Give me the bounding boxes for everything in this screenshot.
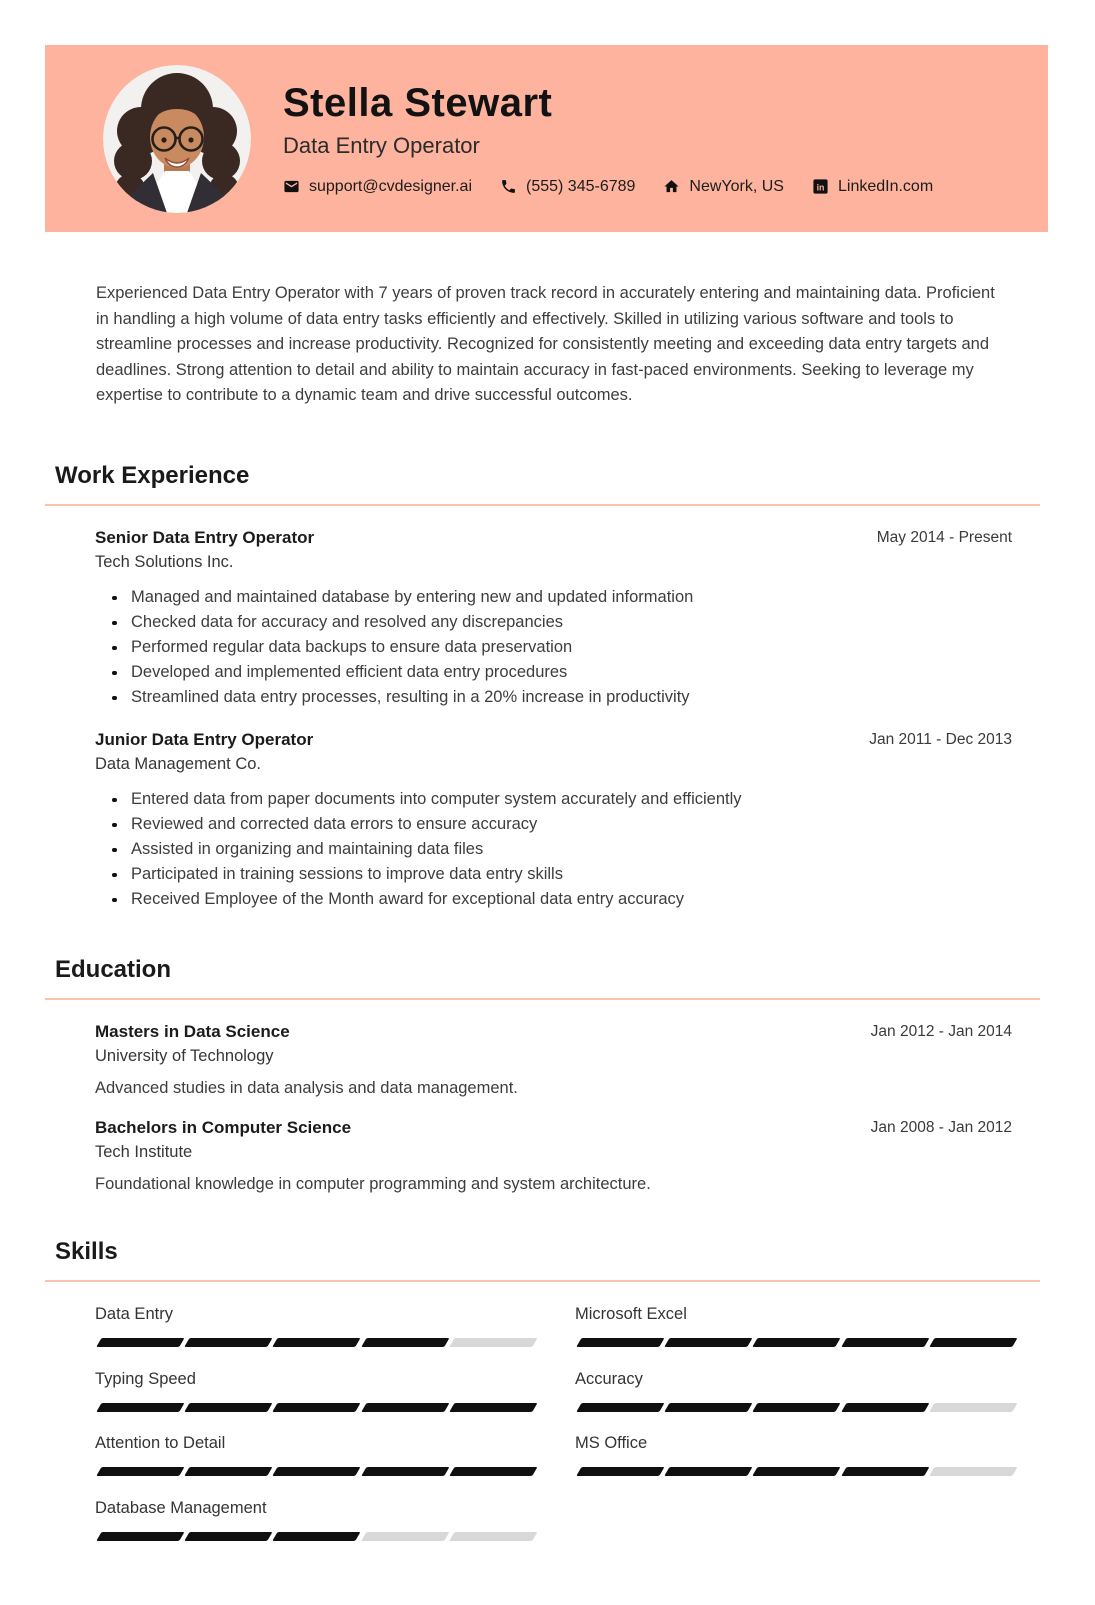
profile-photo-illustration [103, 65, 251, 213]
skill-bar-segment [753, 1403, 841, 1412]
skill-bar-segment [97, 1467, 185, 1476]
skill-bar-segment [929, 1403, 1017, 1412]
section-work-experience [0, 462, 1095, 912]
contact-location-text: NewYork, US [689, 177, 784, 195]
skill-bar-segment [577, 1338, 665, 1347]
skill-bar-segment [185, 1338, 273, 1347]
skill-item [575, 1303, 1020, 1347]
skill-label: Accuracy [575, 1369, 643, 1388]
job-bullet: Participated in training sessions to improve data entry skills [95, 862, 1012, 887]
skill-item [95, 1368, 540, 1412]
skills-grid [95, 1303, 1095, 1561]
education-entry [95, 1021, 1012, 1098]
job-list [95, 527, 1012, 912]
skill-bar-segment [665, 1467, 753, 1476]
skill-bar-segment [841, 1467, 929, 1476]
job-bullet-list [95, 585, 1012, 710]
skill-bar-segment [841, 1403, 929, 1412]
contact-linkedin-text: LinkedIn.com [837, 177, 934, 195]
education-dates: Jan 2012 - Jan 2014 [870, 1023, 1012, 1040]
skill-bar [95, 1403, 540, 1412]
school-name: Tech Institute [95, 1143, 193, 1161]
contact-email[interactable] [283, 178, 472, 196]
skill-bar-segment [449, 1338, 537, 1347]
job-company: Data Management Co. [95, 755, 262, 773]
job-bullet: Managed and maintained database by entering new and updated information [95, 585, 1012, 610]
profile-photo [103, 65, 251, 213]
skill-label: Database Management [95, 1498, 267, 1517]
skill-bar-segment [185, 1403, 273, 1412]
skill-label: Attention to Detail [95, 1434, 226, 1452]
job-bullet: Received Employee of the Month award for exceptional data entry accuracy [95, 887, 1012, 912]
contact-location[interactable] [663, 178, 784, 196]
education-list [95, 1021, 1012, 1194]
section-divider [45, 998, 1040, 1000]
skill-bar [95, 1467, 540, 1476]
education-heading: Education [55, 956, 172, 983]
candidate-title: Data Entry Operator [283, 132, 480, 158]
job-entry [95, 729, 1012, 912]
job-dates: Jan 2011 - Dec 2013 [869, 731, 1012, 748]
skill-bar [95, 1338, 540, 1347]
skill-bar [575, 1338, 1020, 1347]
job-bullet: Checked data for accuracy and resolved any discrepancies [95, 610, 1012, 635]
skill-bar-segment [273, 1403, 361, 1412]
skills-heading: Skills [55, 1238, 118, 1265]
contact-phone[interactable] [500, 178, 635, 196]
skill-bar-segment [361, 1403, 449, 1412]
skill-item [575, 1432, 1020, 1476]
skill-label: MS Office [575, 1434, 648, 1452]
contact-email-text: support@cvdesigner.ai [309, 177, 472, 195]
degree-title: Masters in Data Science [95, 1022, 290, 1041]
section-divider [45, 1280, 1040, 1282]
skill-label: Data Entry [95, 1305, 173, 1323]
home-icon [663, 178, 680, 195]
skill-item [95, 1432, 540, 1476]
skill-bar-segment [929, 1467, 1017, 1476]
section-education [0, 956, 1095, 1194]
header-band [45, 45, 1048, 232]
skill-item [95, 1497, 540, 1541]
phone-icon [500, 178, 517, 195]
svg-text:in: in [816, 182, 825, 193]
job-bullet: Entered data from paper documents into computer system accurately and efficiently [95, 787, 1012, 812]
skill-bar-segment [753, 1338, 841, 1347]
skill-bar-segment [185, 1467, 273, 1476]
job-bullet: Reviewed and corrected data errors to ensure accuracy [95, 812, 1012, 837]
skill-bar-segment [273, 1338, 361, 1347]
email-icon [283, 178, 300, 195]
skill-bar-segment [361, 1467, 449, 1476]
candidate-name: Stella Stewart [283, 80, 553, 125]
skill-bar-segment [929, 1338, 1017, 1347]
job-title: Senior Data Entry Operator [95, 528, 315, 547]
job-bullet: Assisted in organizing and maintaining data files [95, 837, 1012, 862]
skill-bar-segment [665, 1338, 753, 1347]
skill-bar-segment [361, 1338, 449, 1347]
contact-row [283, 178, 961, 196]
skill-label: Microsoft Excel [575, 1305, 687, 1323]
skill-bar-segment [449, 1467, 537, 1476]
skill-bar [575, 1403, 1020, 1412]
skill-bar-segment [577, 1403, 665, 1412]
education-description: Foundational knowledge in computer programming and system architecture. [95, 1175, 651, 1193]
school-name: University of Technology [95, 1047, 274, 1065]
section-skills [0, 1238, 1095, 1561]
job-dates: May 2014 - Present [876, 529, 1012, 546]
job-title: Junior Data Entry Operator [95, 730, 314, 749]
skill-bar-segment [665, 1403, 753, 1412]
job-company: Tech Solutions Inc. [95, 553, 234, 571]
job-bullet-list [95, 787, 1012, 912]
education-entry [95, 1117, 1012, 1194]
work-experience-heading: Work Experience [55, 462, 250, 489]
contact-phone-text: (555) 345-6789 [526, 177, 636, 195]
skill-bar-segment [841, 1338, 929, 1347]
skill-label: Typing Speed [95, 1369, 196, 1388]
contact-linkedin[interactable] [812, 178, 933, 196]
section-divider [45, 504, 1040, 506]
skill-item [575, 1368, 1020, 1412]
job-entry [95, 527, 1012, 710]
skill-bar-segment [97, 1403, 185, 1412]
skill-item [95, 1303, 540, 1347]
education-description: Advanced studies in data analysis and data management. [95, 1079, 518, 1097]
job-bullet: Performed regular data backups to ensure data preservation [95, 635, 1012, 660]
job-bullet: Streamlined data entry processes, resulting in a 20% increase in productivity [95, 685, 1012, 710]
linkedin-icon [812, 178, 829, 195]
summary-paragraph: Experienced Data Entry Operator with 7 years of proven track record in accurately entering and maintaining data. Proficient in handling a high volume of data entry tasks efficiently and effectively. Skilled in utilizing various software and tools to streamline processes and increase productivity. Recognized for consistently meeting and exceeding data entry targets and deadlines. Strong attention to detail and ability to maintain accuracy in fast-paced environments. Seeking to leverage my expertise to contribute to a dynamic team and drive successful outcomes. [96, 284, 995, 404]
skill-bar-segment [273, 1467, 361, 1476]
skill-bar-segment [577, 1467, 665, 1476]
job-bullet: Developed and implemented efficient data entry procedures [95, 660, 1012, 685]
degree-title: Bachelors in Computer Science [95, 1118, 352, 1137]
skill-bar-segment [97, 1338, 185, 1347]
skill-bar-segment [753, 1467, 841, 1476]
skill-bar [575, 1467, 1020, 1476]
skill-bar-segment [449, 1403, 537, 1412]
education-dates: Jan 2008 - Jan 2012 [870, 1119, 1012, 1136]
